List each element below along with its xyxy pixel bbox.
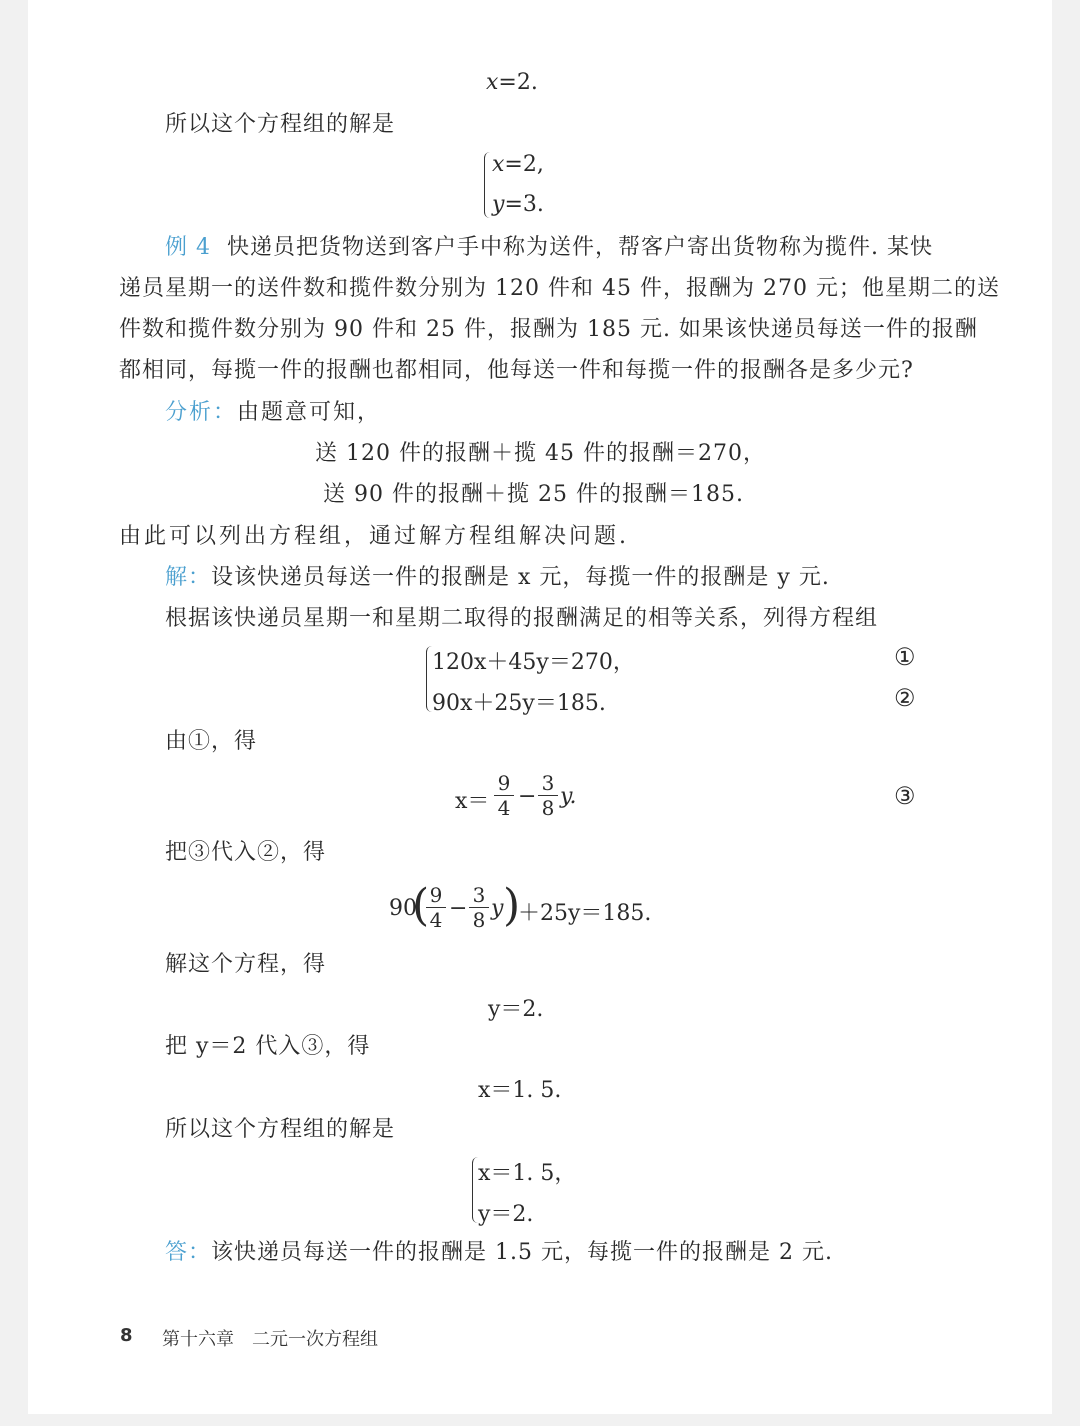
eq4-minus: − (449, 896, 468, 921)
system-b-eq2: 90x＋25y＝185. (432, 691, 606, 716)
system-a-line1-var: x (492, 152, 505, 177)
top-result-rest: =2. (498, 70, 538, 95)
fraction-9-4 (494, 771, 514, 820)
fraction-9-4-numerator: 9 (497, 771, 511, 795)
system-a-line1 (492, 152, 544, 177)
chapter-title: 二元一次方程组 (252, 1329, 378, 1350)
equation-marker-3: ③ (894, 782, 916, 810)
final-y: y＝2. (478, 1202, 534, 1227)
eq3-minus: − (518, 784, 537, 809)
fraction-9-4-denominator: 4 (497, 796, 511, 820)
eq3-left: x＝ (455, 789, 490, 814)
textbook-page (28, 0, 1052, 1414)
eq4-fraction-3-8-denominator: 8 (472, 908, 486, 932)
eq4-fraction-3-8 (469, 883, 489, 932)
eq3-tail: y. (560, 784, 577, 809)
solution-label: 解： (165, 565, 212, 590)
right-paren: ) (503, 880, 521, 931)
top-result (486, 70, 538, 95)
solution-setup-line (165, 563, 830, 593)
eq4-fraction-9-4 (426, 883, 446, 932)
fraction-3-8 (538, 771, 558, 820)
eq4-fraction-9-4-denominator: 4 (429, 908, 443, 932)
final-x: x＝1. 5， (478, 1161, 577, 1186)
answer-label: 答： (165, 1240, 212, 1265)
analysis-eq2: 送 90 件的报酬＋揽 25 件的报酬＝185. (323, 482, 744, 507)
solution-intro-1: 所以这个方程组的解是 (165, 112, 396, 137)
chapter-label: 第十六章 (162, 1329, 234, 1350)
substitute-line: 把③代入②，得 (165, 840, 327, 865)
x-result: x＝1. 5. (478, 1078, 562, 1103)
eq4-rest: ＋25y＝185. (518, 901, 652, 926)
example-line-2: 递员星期一的送件数和揽件数分别为 120 件和 45 件，报酬为 270 元；他星期二的送 (119, 276, 1000, 301)
analysis-text: 由题意可知， (237, 400, 382, 425)
example-line-1: 快递员把货物送到客户手中称为送件，帮客户寄出货物称为揽件. 某快 (227, 235, 933, 260)
example-line-3: 件数和揽件数分别为 90 件和 25 件，报酬为 185 元. 如果该快递员每送一件的报酬 (119, 317, 978, 342)
analysis-line (165, 398, 381, 428)
answer-text: 该快递员每送一件的报酬是 1.5 元，每揽一件的报酬是 2 元. (211, 1240, 833, 1265)
solution-relation: 根据该快递员星期一和星期二取得的报酬满足的相等关系，列得方程组 (165, 606, 879, 631)
example-line-4: 都相同，每揽一件的报酬也都相同，他每送一件和每揽一件的报酬各是多少元? (119, 358, 914, 383)
equation-marker-2: ② (894, 684, 916, 712)
eq4-y: y (491, 896, 504, 921)
system-a-line2 (492, 192, 544, 217)
solution-intro-2: 所以这个方程组的解是 (165, 1117, 396, 1142)
fraction-3-8-denominator: 8 (541, 796, 555, 820)
answer-line (165, 1238, 833, 1268)
solution-setup: 设该快递员每送一件的报酬是 x 元，每揽一件的报酬是 y 元. (211, 565, 830, 590)
analysis-label: 分析： (165, 400, 238, 425)
substitute-y-line: 把 y＝2 代入③，得 (165, 1034, 371, 1059)
y-result: y＝2. (488, 997, 544, 1022)
page-number: 8 (120, 1325, 133, 1346)
system-a-line2-rest: =3. (504, 192, 544, 217)
solve-this-line: 解这个方程，得 (165, 952, 327, 977)
left-paren: ( (412, 880, 430, 931)
analysis-conclusion: 由此可以列出方程组，通过解方程组解决问题. (119, 524, 629, 549)
top-result-var: x (486, 70, 499, 95)
example-first-line (165, 233, 933, 263)
from-eq1: 由①，得 (165, 729, 258, 754)
analysis-eq1: 送 120 件的报酬＋揽 45 件的报酬＝270， (315, 441, 766, 466)
eq4-coef: 90 (389, 896, 417, 921)
example-label: 例 4 (165, 235, 211, 260)
eq4-fraction-9-4-numerator: 9 (429, 883, 443, 907)
system-a-line1-rest: =2, (504, 152, 544, 177)
system-b-eq1: 120x＋45y＝270， (432, 650, 635, 675)
eq4-fraction-3-8-numerator: 3 (472, 883, 486, 907)
fraction-3-8-numerator: 3 (541, 771, 555, 795)
system-a-line2-var: y (492, 192, 505, 217)
equation-marker-1: ① (894, 643, 916, 671)
system-a-brace (484, 152, 491, 218)
